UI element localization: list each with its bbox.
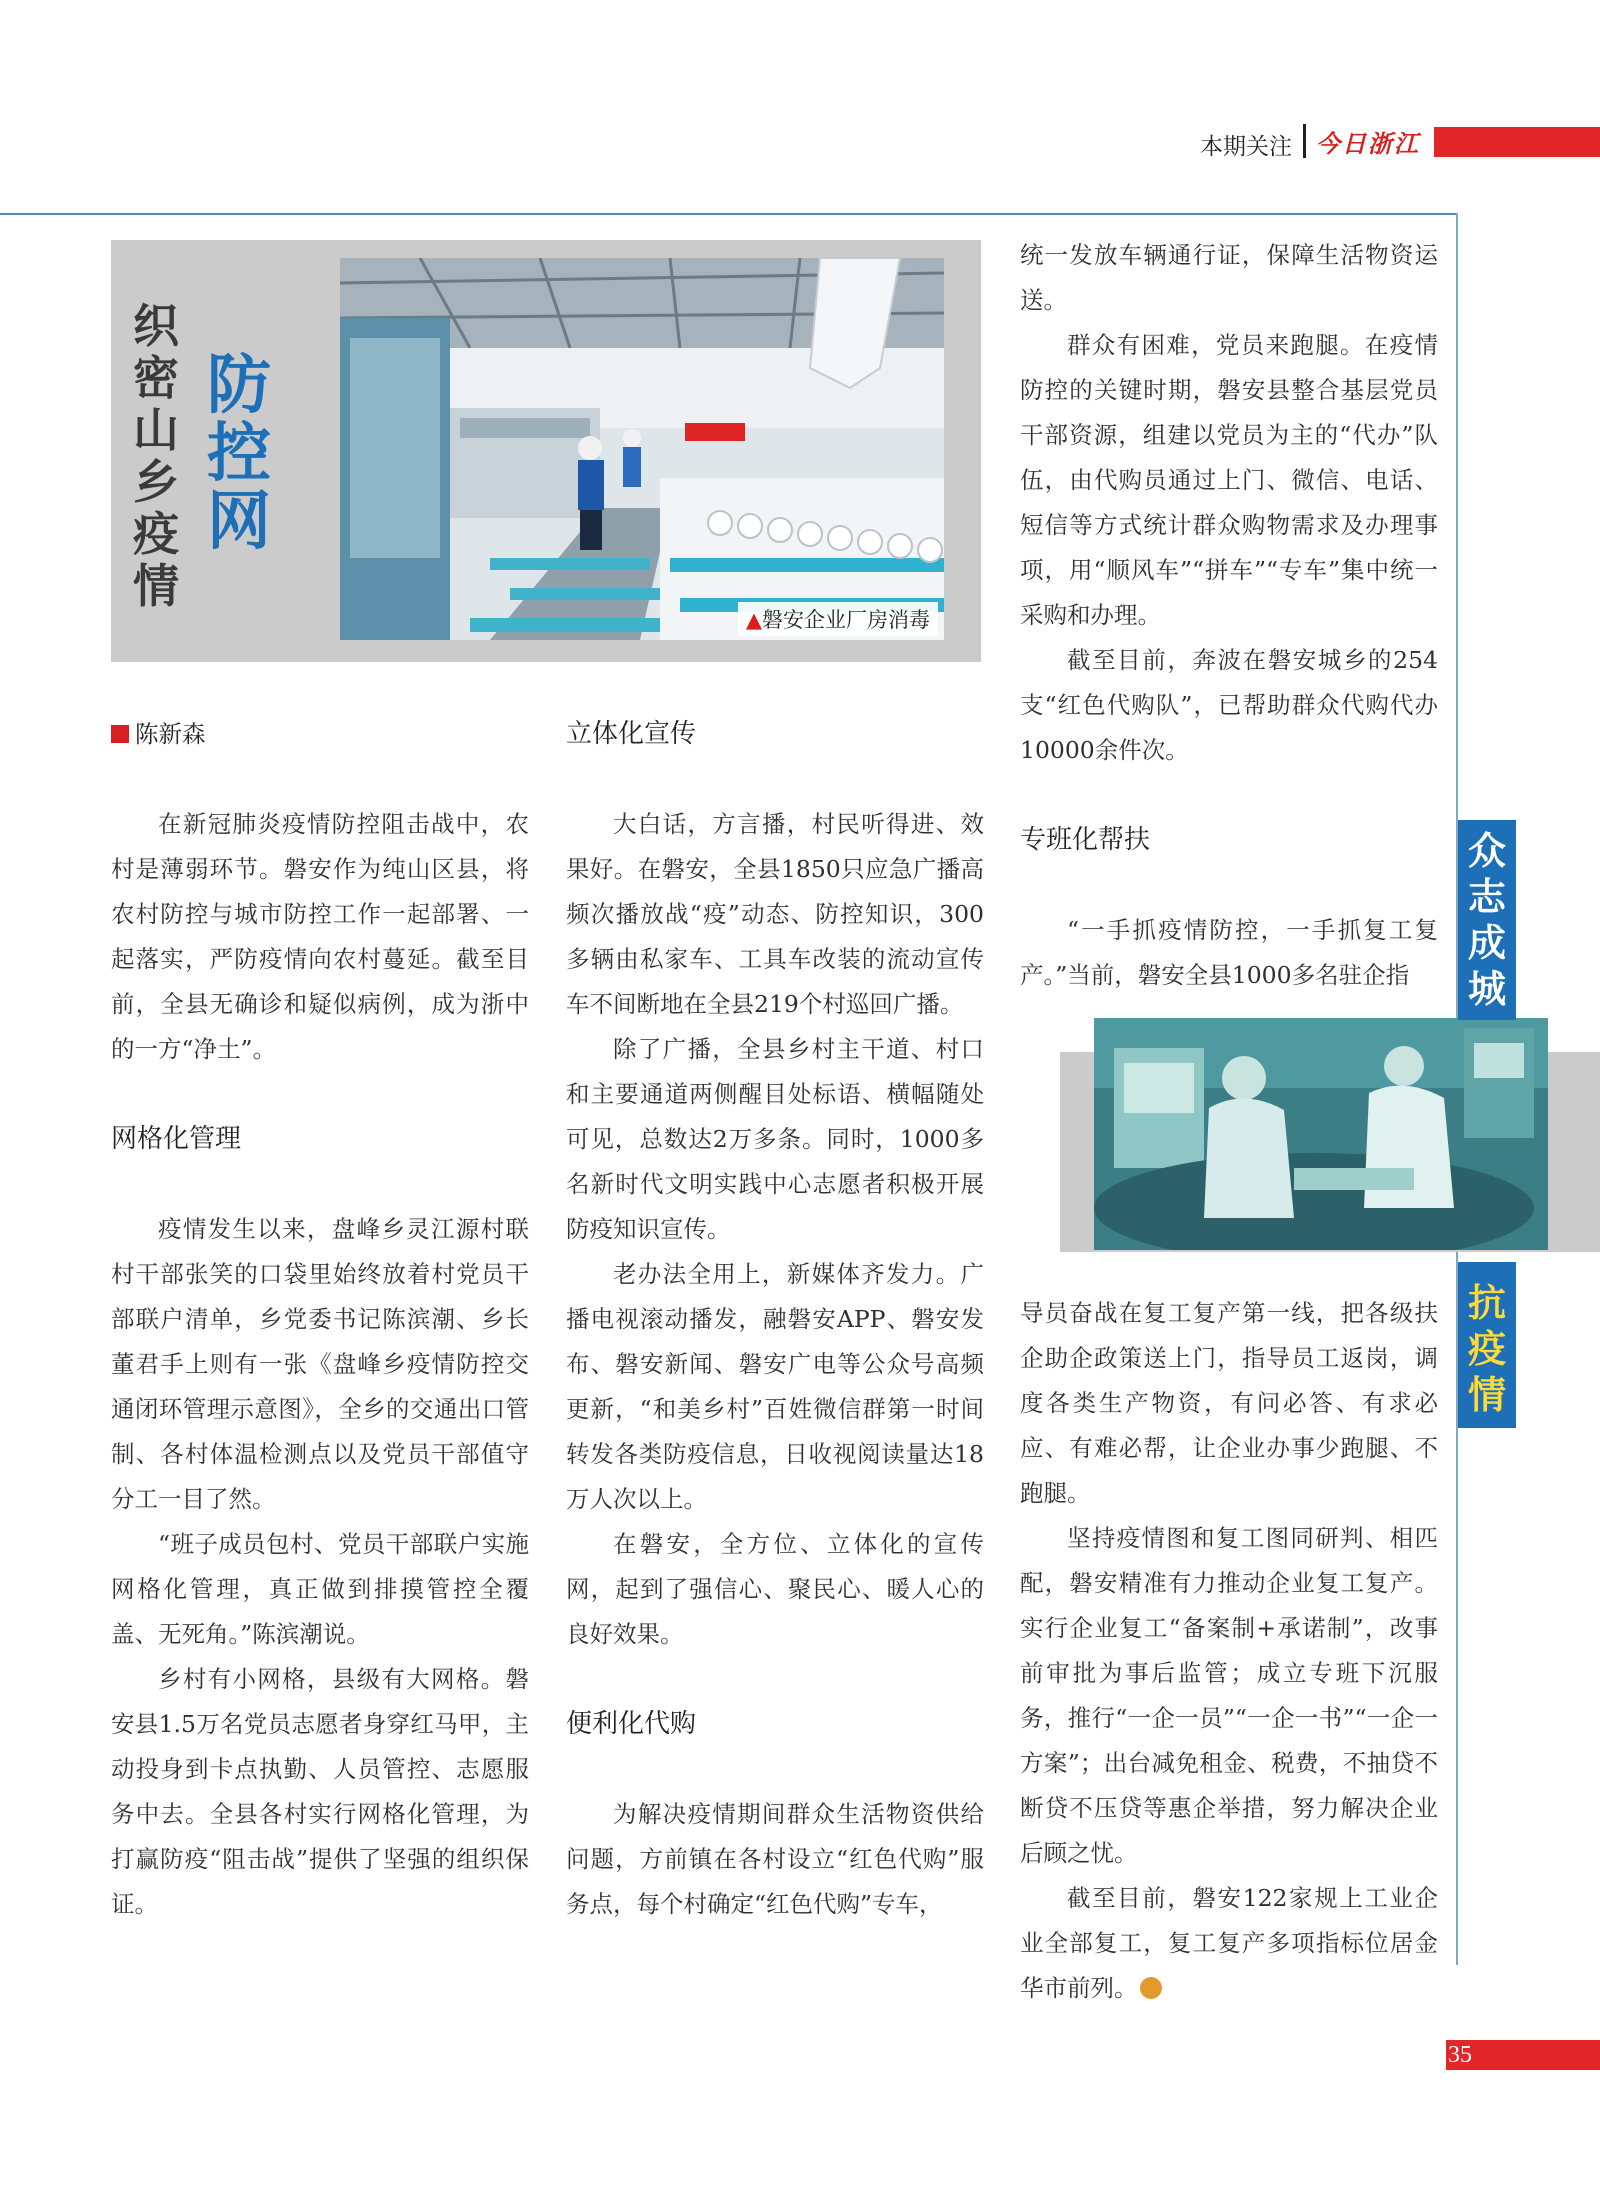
end-mark-icon — [1140, 1977, 1162, 1999]
header-rule — [0, 213, 1458, 215]
paragraph: 导员奋战在复工复产第一线，把各级扶企助企政策送上门，指导员工返岗，调度各类生产物资，有问必答、有求必应、有难必帮，让企业办事少跑腿、不跑腿。 — [1020, 1299, 1438, 1507]
spacer — [566, 757, 984, 802]
magazine-logo: 今日浙江 — [1316, 129, 1420, 158]
author-marker — [111, 725, 129, 743]
section-label: 本期关注 — [1200, 134, 1292, 160]
paragraph: 截至目前，奔波在磐安城乡的254支“红色代购队”，已帮助群众代购代办10000余件次。 — [1020, 646, 1438, 764]
spacer — [566, 1657, 984, 1702]
side-tag-text: 抗疫情 — [1467, 1281, 1506, 1417]
side-tag-fight-epidemic — [1458, 1262, 1516, 1428]
side-tag-solidarity: 众志成城 — [1458, 820, 1516, 1020]
paragraph: 疫情发生以来，盘峰乡灵江源村联村干部张笑的口袋里始终放着村党员干部联户清单，乡党委书记陈滨潮、乡长董君手上则有一张《盘峰乡疫情防控交通闭环管理示意图》，全乡的交通出口管制、各村体温检测点以及党员干部值守分工一目了然。 — [111, 1215, 529, 1513]
article-subtitle: 织密山乡疫情 — [133, 299, 179, 613]
paragraph: 为解决疫情期间群众生活物资供给问题，方前镇在各村设立“红色代购”服务点，每个村确定“红色代购”专车， — [566, 1800, 984, 1918]
paragraph-text: 坚持疫情图和复工图同研判、相匹配，磐安精准有力推动企业复工复产。实行企业复工“备案制+承诺制”，改事前审批为事后监管；成立专班下沉服务，推行“一企一员”“一企一书”“一企一方案”；出台减免租金、税费，不抽贷不断贷不压贷等惠企举措，努力解决企业后顾之忧。 — [1020, 1524, 1438, 1867]
spacer — [111, 757, 529, 802]
paragraph-text: 截至目前，磐安122家规上工业企业全部复工，复工复产多项指标位居金华市前列。 — [1020, 1884, 1438, 2002]
paragraph: 在新冠肺炎疫情防控阻击战中，农村是薄弱环节。磐安作为纯山区县，将农村防控与城市防控工作一起部署、一起落实，严防疫情向农村蔓延。截至目前，全县无确诊和疑似病例，成为浙中的一方“净土”。 — [111, 810, 529, 1063]
paragraph — [1020, 1876, 1438, 2011]
factory-photo — [340, 258, 944, 640]
spacer — [111, 1072, 529, 1117]
spacer — [1020, 863, 1438, 908]
paragraph: 乡村有小网格，县级有大网格。磐安县1.5万名党员志愿者身穿红马甲，主动投身到卡点执勤、人员管控、志愿服务中去。全县各村实行网格化管理，为打赢防疫“阻击战”提供了坚强的组织保证。 — [111, 1665, 529, 1918]
section-heading: 立体化宣传 — [566, 719, 697, 749]
spacer — [566, 1747, 984, 1792]
author-name: 陈新森 — [135, 720, 206, 748]
paragraph: “班子成员包村、党员干部联户实施网格化管理，真正做到排摸管控全覆盖、无死角。”陈滨潮说。 — [111, 1530, 529, 1648]
caption-marker: ▲ — [745, 608, 762, 632]
column-3-top — [1020, 233, 1438, 998]
section-heading: 网格化管理 — [111, 1124, 242, 1154]
paragraph — [1020, 1516, 1438, 1876]
header-red-bar — [1434, 127, 1600, 157]
article-title: 防控网 — [207, 349, 271, 559]
paragraph: 统一发放车辆通行证，保障生活物资运送。 — [1020, 241, 1438, 314]
author-line — [111, 712, 529, 757]
section-heading: 便利化代购 — [566, 1709, 697, 1739]
hospital-photo — [1094, 1018, 1548, 1250]
caption-text: 磐安企业厂房消毒 — [762, 608, 930, 632]
column-2 — [566, 712, 984, 1927]
medical-staff-image — [1094, 1018, 1548, 1250]
header-divider — [1303, 124, 1306, 158]
spacer — [1020, 773, 1438, 818]
section-heading: 专班化帮扶 — [1020, 825, 1151, 855]
column-3-bottom — [1020, 1291, 1438, 2011]
column-1 — [111, 712, 529, 1927]
factory-disinfection-image — [340, 258, 944, 640]
paragraph: 大白话，方言播，村民听得进、效果好。在磐安，全县1850只应急广播高频次播放战“疫”动态、防控知识，300多辆由私家车、工具车改装的流动宣传车不间断地在全县219个村巡回广播。 — [566, 810, 984, 1018]
paragraph: 老办法全用上，新媒体齐发力。广播电视滚动播发，融磐安APP、磐安发布、磐安新闻、磐安广电等公众号高频更新，“和美乡村”百姓微信群第一时间转发各类防疫信息，日收视阅读量达18万人次以上。 — [566, 1260, 984, 1513]
spacer — [111, 1162, 529, 1207]
paragraph: 除了广播，全县乡村主干道、村口和主要通道两侧醒目处标语、横幅随处可见，总数达2万多条。同时，1000多名新时代文明实践中心志愿者积极开展防疫知识宣传。 — [566, 1035, 984, 1243]
photo-caption — [738, 602, 938, 636]
page-number: 35 — [1448, 2042, 1472, 2068]
paragraph: “一手抓疫情防控，一手抓复工复产。”当前，磐安全县1000多名驻企指 — [1020, 916, 1438, 989]
paragraph: 群众有困难，党员来跑腿。在疫情防控的关键时期，磐安县整合基层党员干部资源，组建以党员为主的“代办”队伍，由代购员通过上门、微信、电话、短信等方式统计群众购物需求及办理事项，用“顺风车”“拼车”“专车”集中统一采购和办理。 — [1020, 331, 1438, 629]
paragraph: 在磐安，全方位、立体化的宣传网，起到了强信心、聚民心、暖人心的良好效果。 — [566, 1530, 984, 1648]
